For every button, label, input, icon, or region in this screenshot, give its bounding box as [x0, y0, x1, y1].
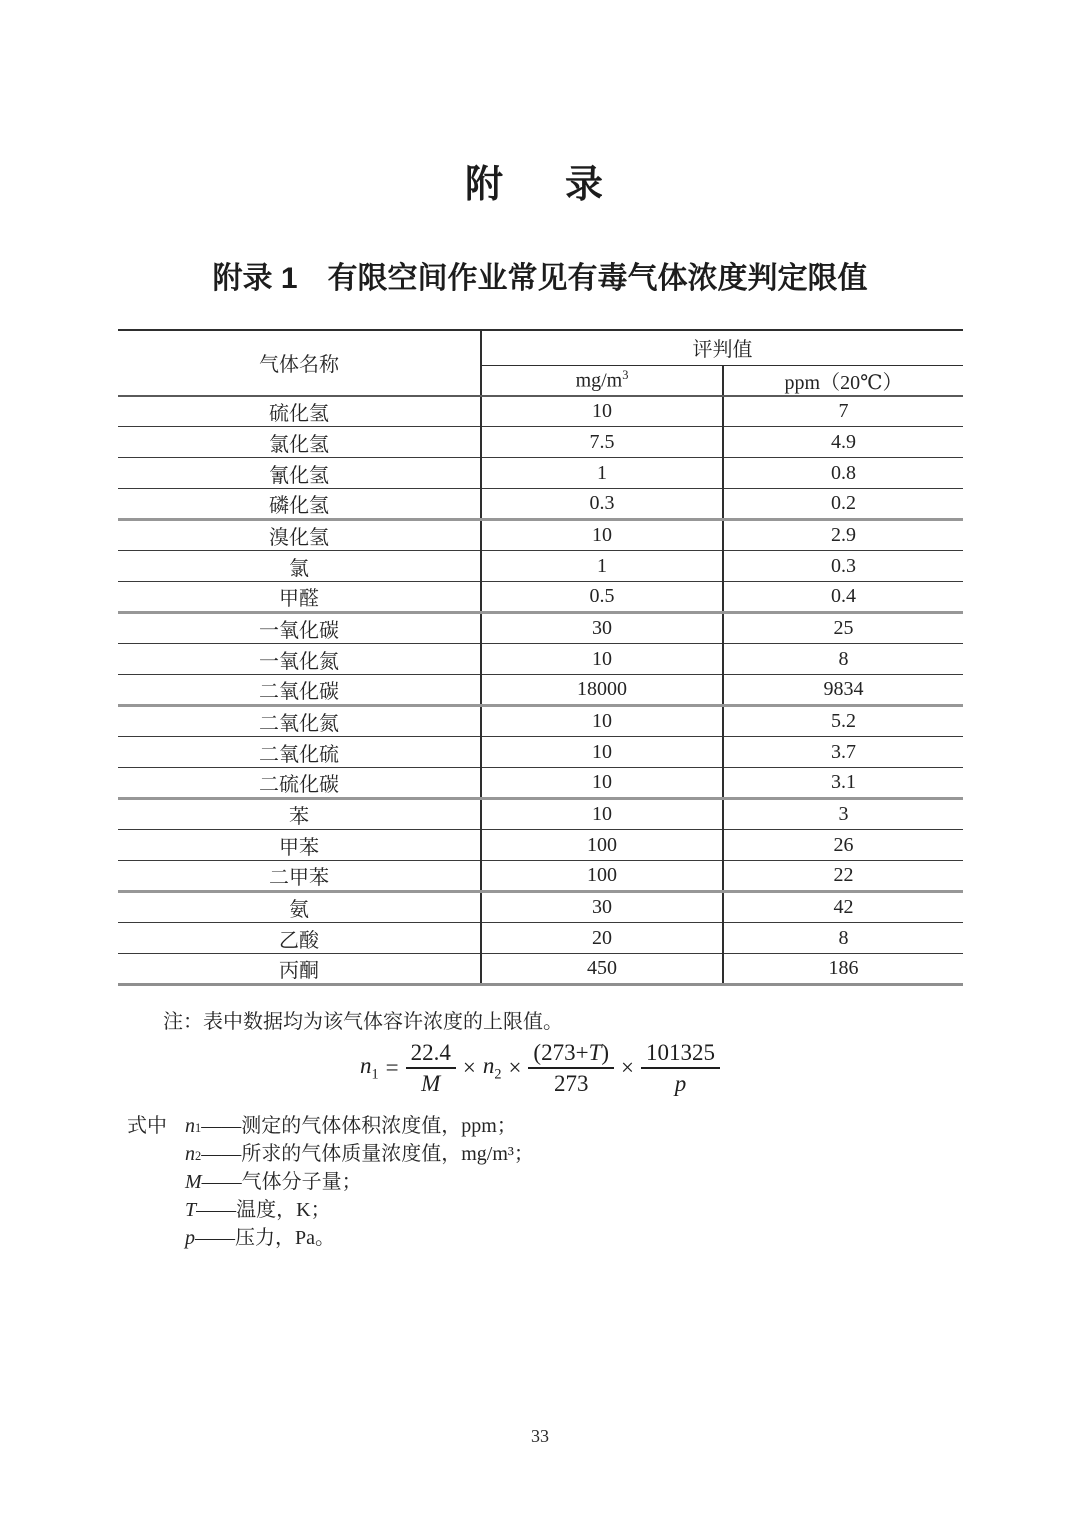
legend-desc: 所求的气体质量浓度值，mg/m³；: [241, 1143, 534, 1165]
table-row: [118, 551, 963, 582]
gas-name-cell: 氯化氢: [118, 427, 481, 458]
legend-desc: 温度，K；: [236, 1199, 331, 1221]
gas-name-cell: 氯: [118, 551, 481, 582]
header-unit-mg: [481, 365, 723, 396]
header-judgment-value: 评判值: [481, 330, 963, 365]
table-row: [118, 520, 963, 551]
legend-item: [127, 1112, 534, 1140]
appendix1-heading: 附录 1 有限空间作业常见有毒气体浓度判定限值: [212, 262, 868, 295]
table-row: [118, 830, 963, 861]
legend-item: [127, 1224, 534, 1252]
fraction-pressure: [641, 1040, 720, 1096]
gas-table-body: [118, 396, 963, 985]
mg-value-cell: 10: [481, 706, 723, 737]
ppm-value-cell: 3.1: [723, 768, 963, 799]
legend-item: [127, 1140, 534, 1168]
legend-dash: ——: [195, 1227, 235, 1249]
mg-value-cell: 100: [481, 861, 723, 892]
ppm-value-cell: 3: [723, 799, 963, 830]
table-row: [118, 458, 963, 489]
gas-name-cell: 甲醛: [118, 582, 481, 613]
table-row: [118, 706, 963, 737]
legend-dash: ——: [201, 1143, 242, 1165]
mg-value-cell: 18000: [481, 675, 723, 706]
ppm-value-cell: 2.9: [723, 520, 963, 551]
times-sign: ×: [462, 1055, 476, 1080]
unit-mg-base: mg/m: [575, 369, 623, 392]
ppm-value-cell: 8: [723, 923, 963, 954]
frac3-numerator: 101325: [646, 1040, 716, 1065]
gas-name-cell: 二氧化碳: [118, 675, 481, 706]
mg-value-cell: 20: [481, 923, 723, 954]
legend-var: T: [185, 1199, 197, 1221]
conversion-formula: [0, 1036, 1080, 1100]
var-n2-sub: 2: [494, 1066, 502, 1083]
formula-lhs: [360, 1053, 379, 1084]
gas-name-cell: 二甲苯: [118, 861, 481, 892]
table-row: [118, 613, 963, 644]
gas-name-cell: 二氧化氮: [118, 706, 481, 737]
table-note: 注：表中数据均为该气体容许浓度的上限值。: [163, 1011, 563, 1033]
mg-value-cell: 10: [481, 799, 723, 830]
ppm-value-cell: 9834: [723, 675, 963, 706]
formula-legend: [127, 1112, 534, 1252]
legend-var: M: [185, 1171, 202, 1193]
mg-value-cell: 1: [481, 458, 723, 489]
gas-name-cell: 氨: [118, 892, 481, 923]
ppm-value-cell: 26: [723, 830, 963, 861]
ppm-value-cell: 0.3: [723, 551, 963, 582]
mg-value-cell: 10: [481, 396, 723, 427]
table-row: [118, 768, 963, 799]
mg-value-cell: 0.3: [481, 489, 723, 520]
legend-dash: ——: [201, 1115, 242, 1137]
legend-desc: 测定的气体体积浓度值，ppm；: [241, 1115, 517, 1137]
ppm-value-cell: 0.2: [723, 489, 963, 520]
mg-value-cell: 30: [481, 613, 723, 644]
gas-name-cell: 二氧化硫: [118, 737, 481, 768]
times-sign: ×: [508, 1055, 522, 1080]
frac2-num-pre: (273+: [533, 1040, 589, 1065]
page-number: 33: [531, 1426, 549, 1446]
frac2-numerator: [528, 1040, 614, 1067]
mg-value-cell: 0.5: [481, 582, 723, 613]
legend-prefix: 式中: [127, 1115, 167, 1137]
table-row: [118, 427, 963, 458]
legend-dash: ——: [196, 1199, 237, 1221]
formula-mid: [483, 1053, 502, 1084]
ppm-value-cell: 3.7: [723, 737, 963, 768]
var-n2: n: [482, 1052, 495, 1078]
table-row: [118, 737, 963, 768]
mg-value-cell: 7.5: [481, 427, 723, 458]
table-row: [118, 582, 963, 613]
table-row: [118, 644, 963, 675]
mg-value-cell: 30: [481, 892, 723, 923]
table-row: [118, 861, 963, 892]
legend-var: n: [185, 1143, 195, 1165]
gas-name-cell: 磷化氢: [118, 489, 481, 520]
ppm-value-cell: 0.4: [723, 582, 963, 613]
gas-name-cell: 一氧化碳: [118, 613, 481, 644]
ppm-value-cell: 25: [723, 613, 963, 644]
times-sign: ×: [621, 1055, 635, 1080]
legend-desc: 压力，Pa。: [235, 1227, 335, 1249]
gas-name-cell: 甲苯: [118, 830, 481, 861]
gas-name-cell: 二硫化碳: [118, 768, 481, 799]
mg-value-cell: 10: [481, 768, 723, 799]
frac1-numerator: 22.4: [410, 1040, 451, 1065]
frac2-num-post: ): [601, 1040, 610, 1065]
ppm-value-cell: 0.8: [723, 458, 963, 489]
var-n1: n: [359, 1052, 372, 1078]
mg-value-cell: 10: [481, 520, 723, 551]
legend-var-sub: 1: [195, 1121, 202, 1135]
fraction-molar-volume: [406, 1040, 456, 1096]
ppm-value-cell: 42: [723, 892, 963, 923]
table-header: [118, 330, 963, 396]
legend-var: p: [185, 1227, 195, 1249]
gas-name-cell: 氰化氢: [118, 458, 481, 489]
legend-desc: 气体分子量；: [241, 1171, 362, 1193]
unit-mg-sup: 3: [622, 367, 629, 382]
table-row: [118, 923, 963, 954]
gas-limits-table: [118, 329, 963, 986]
frac1-denominator: [406, 1067, 456, 1096]
fraction-temperature: [528, 1040, 614, 1096]
header-unit-ppm: ppm（20℃）: [723, 365, 963, 396]
mg-value-cell: 1: [481, 551, 723, 582]
var-T: T: [588, 1040, 602, 1065]
var-p: p: [674, 1071, 687, 1096]
mg-value-cell: 450: [481, 954, 723, 985]
ppm-value-cell: 4.9: [723, 427, 963, 458]
gas-name-cell: 乙酸: [118, 923, 481, 954]
frac2-denominator: 273: [528, 1067, 614, 1096]
gas-limits-table-wrap: [118, 329, 963, 986]
table-row: [118, 799, 963, 830]
legend-dash: ——: [201, 1171, 242, 1193]
gas-name-cell: 溴化氢: [118, 520, 481, 551]
legend-var: n: [185, 1115, 195, 1137]
table-row: [118, 396, 963, 427]
table-row: [118, 954, 963, 985]
table-row: [118, 489, 963, 520]
gas-name-cell: 丙酮: [118, 954, 481, 985]
ppm-value-cell: 8: [723, 644, 963, 675]
frac3-denominator: [641, 1067, 720, 1096]
appendix-title: 附 录: [464, 164, 615, 206]
legend-var-sub: 2: [195, 1149, 202, 1163]
legend-item: [127, 1168, 534, 1196]
mg-value-cell: 10: [481, 644, 723, 675]
gas-name-cell: 一氧化氮: [118, 644, 481, 675]
mg-value-cell: 10: [481, 737, 723, 768]
ppm-value-cell: 22: [723, 861, 963, 892]
ppm-value-cell: 186: [723, 954, 963, 985]
header-gas-name: 气体名称: [118, 330, 481, 396]
table-row: [118, 892, 963, 923]
equals-sign: =: [385, 1055, 399, 1080]
gas-name-cell: 硫化氢: [118, 396, 481, 427]
legend-item: [127, 1196, 534, 1224]
ppm-value-cell: 7: [723, 396, 963, 427]
ppm-value-cell: 5.2: [723, 706, 963, 737]
table-row: [118, 675, 963, 706]
var-M: M: [421, 1071, 441, 1096]
gas-name-cell: 苯: [118, 799, 481, 830]
mg-value-cell: 100: [481, 830, 723, 861]
var-n1-sub: 1: [371, 1066, 379, 1083]
